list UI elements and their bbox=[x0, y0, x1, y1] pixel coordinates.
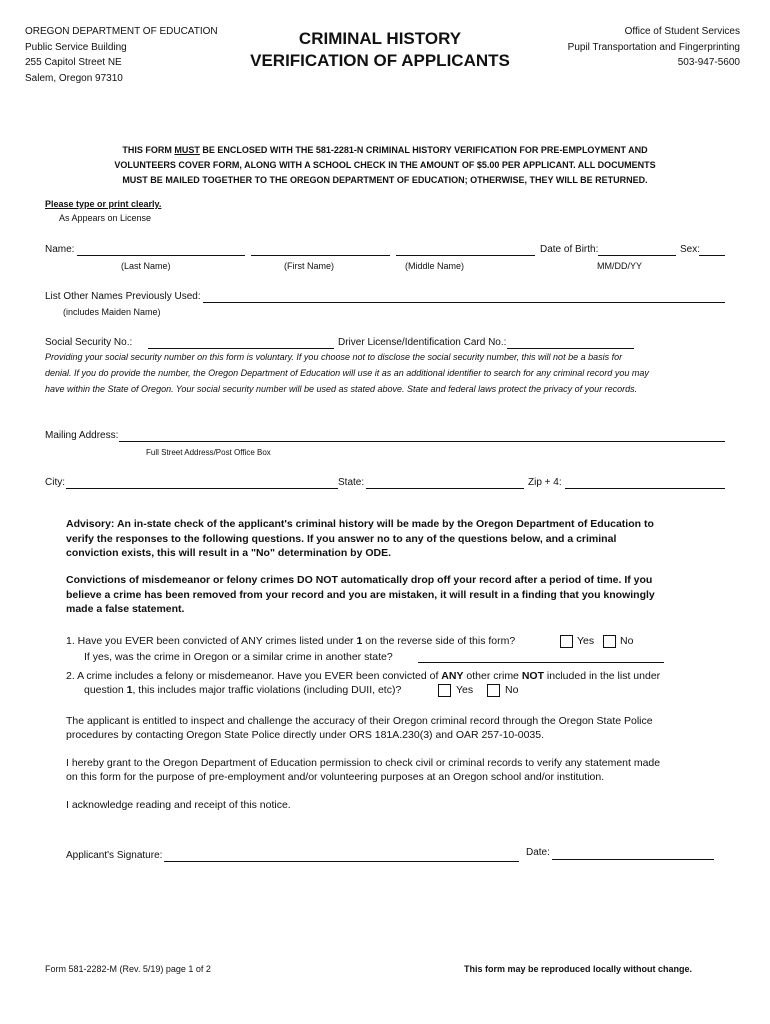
dob-format-caption: MM/DD/YY bbox=[597, 261, 642, 271]
q1-no-label: No bbox=[620, 635, 634, 647]
city-label: City: bbox=[45, 477, 65, 488]
name-label: Name: bbox=[45, 244, 75, 255]
last-name-caption: (Last Name) bbox=[121, 261, 171, 271]
q1-followup-field[interactable] bbox=[418, 662, 664, 663]
grant-line1: I hereby grant to the Oregon Department of Education permission to check civil or criminal records to verify any statement made bbox=[66, 757, 661, 769]
inspect-line1: The applicant is entitled to inspect and challenge the accuracy of their Oregon criminal record through the Oregon State Police bbox=[66, 715, 653, 727]
license-field[interactable] bbox=[507, 348, 634, 349]
mailing-address-field[interactable] bbox=[119, 441, 725, 442]
sex-label: Sex: bbox=[680, 244, 701, 255]
zip-field[interactable] bbox=[565, 488, 725, 489]
office-dept: Pupil Transportation and Fingerprinting bbox=[567, 42, 740, 53]
notice-line2: VOLUNTEERS COVER FORM, ALONG WITH A SCHOOL CHECK IN THE AMOUNT OF $5.00 PER APPLICANT. ALL DOCUMENTS bbox=[114, 160, 656, 170]
agency-name: OREGON DEPARTMENT OF EDUCATION bbox=[25, 26, 218, 37]
license-label: Driver License/Identification Card No.: bbox=[338, 337, 507, 348]
agency-building: Public Service Building bbox=[25, 42, 127, 53]
q2-no-label: No bbox=[505, 684, 519, 696]
mailing-note: Full Street Address/Post Office Box bbox=[146, 448, 271, 457]
first-name-field[interactable] bbox=[251, 255, 390, 256]
dob-field[interactable] bbox=[598, 255, 676, 256]
maiden-name-note: (includes Maiden Name) bbox=[63, 307, 161, 317]
privacy-line3: have within the State of Oregon. Your social security number will be used as stated above. State and federal laws protect the privacy of your records. bbox=[45, 384, 638, 394]
dob-label: Date of Birth: bbox=[540, 244, 599, 255]
question-1-followup: If yes, was the crime in Oregon or a similar crime in another state? bbox=[84, 651, 393, 663]
question-2: 2. A crime includes a felony or misdemeanor. Have you EVER been convicted of ANY other crime NOT included in the list under bbox=[66, 670, 661, 682]
inspect-line2: procedures by contacting Oregon State Police directly under ORS 181A.230(3) and OAR 257-10-0035. bbox=[66, 729, 545, 741]
ssn-label: Social Security No.: bbox=[45, 337, 133, 348]
office-phone: 503-947-5600 bbox=[677, 57, 740, 68]
advisory-line1: Advisory: An in-state check of the applicant's criminal history will be made by the Oregon Department of Education to bbox=[66, 518, 654, 530]
q2-yes-checkbox[interactable] bbox=[438, 684, 451, 697]
office-name: Office of Student Services bbox=[624, 26, 740, 37]
q2-yes-label: Yes bbox=[456, 684, 474, 696]
notice-must: MUST bbox=[174, 145, 200, 155]
convictions-line2: believe a crime has been removed from your record and you are mistaken, it will result in a finding that you knowingly bbox=[66, 589, 655, 601]
notice-line3: MUST BE MAILED TOGETHER TO THE OREGON DEPARTMENT OF EDUCATION; OTHERWISE, THEY WILL BE RETURNED. bbox=[122, 175, 648, 185]
city-field[interactable] bbox=[66, 488, 338, 489]
privacy-line1: Providing your social security number on this form is voluntary. If you choose not to disclose the social security number, this will not be a basis for bbox=[45, 352, 623, 362]
date-field[interactable] bbox=[552, 859, 714, 860]
other-names-field[interactable] bbox=[203, 302, 725, 303]
q2-no-checkbox[interactable] bbox=[487, 684, 500, 697]
last-name-field[interactable] bbox=[77, 255, 245, 256]
acknowledge-text: I acknowledge reading and receipt of this notice. bbox=[66, 799, 291, 811]
q1-yes-checkbox[interactable] bbox=[560, 635, 573, 648]
privacy-line2: denial. If you do provide the number, the Oregon Department of Education will use it as an additional identifier to search for any criminal record you may bbox=[45, 368, 649, 378]
convictions-line3: made a false statement. bbox=[66, 603, 185, 615]
advisory-line2: verify the responses to the following questions. If you answer no to any of the questions below, and a criminal bbox=[66, 533, 617, 545]
advisory-line3: conviction exists, this will result in a "No" determination by ODE. bbox=[66, 547, 392, 559]
form-title-line2: VERIFICATION OF APPLICANTS bbox=[250, 51, 510, 70]
question-2-line2: question 1, this includes major traffic violations (including DUII, etc)? bbox=[84, 684, 402, 696]
q1-no-checkbox[interactable] bbox=[603, 635, 616, 648]
zip-label: Zip + 4: bbox=[528, 477, 562, 488]
q1-yes-label: Yes bbox=[577, 635, 595, 647]
sex-field[interactable] bbox=[699, 255, 725, 256]
grant-line2: on this form for the purpose of pre-employment and/or volunteering purposes at an Oregon school and/or institution. bbox=[66, 771, 605, 783]
state-label: State: bbox=[338, 477, 365, 488]
reproduce-note: This form may be reproduced locally without change. bbox=[464, 964, 693, 974]
mailing-label: Mailing Address: bbox=[45, 430, 119, 441]
agency-city: Salem, Oregon 97310 bbox=[25, 73, 123, 84]
middle-name-field[interactable] bbox=[396, 255, 535, 256]
question-1: 1. Have you EVER been convicted of ANY crimes listed under 1 on the reverse side of this form? bbox=[66, 635, 516, 647]
other-names-label: List Other Names Previously Used: bbox=[45, 291, 201, 302]
convictions-line1: Convictions of misdemeanor or felony crimes DO NOT automatically drop off your record after a period of time. If you bbox=[66, 574, 653, 586]
agency-street: 255 Capitol Street NE bbox=[25, 57, 122, 68]
form-title-line1: CRIMINAL HISTORY bbox=[298, 29, 462, 48]
date-label: Date: bbox=[526, 847, 550, 858]
middle-name-caption: (Middle Name) bbox=[405, 261, 465, 271]
state-field[interactable] bbox=[366, 488, 524, 489]
signature-label: Applicant's Signature: bbox=[66, 850, 163, 861]
signature-field[interactable] bbox=[164, 861, 519, 862]
type-print-instruction: Please type or print clearly. bbox=[45, 199, 162, 209]
as-license-note: As Appears on License bbox=[59, 213, 152, 223]
ssn-field[interactable] bbox=[148, 348, 334, 349]
first-name-caption: (First Name) bbox=[284, 261, 334, 271]
form-id: Form 581-2282-M (Rev. 5/19) page 1 of 2 bbox=[45, 964, 211, 974]
notice-line1: THIS FORM MUST BE ENCLOSED WITH THE 581-2281-N CRIMINAL HISTORY VERIFICATION FOR PRE-EMPLOYMENT AND bbox=[122, 145, 648, 155]
